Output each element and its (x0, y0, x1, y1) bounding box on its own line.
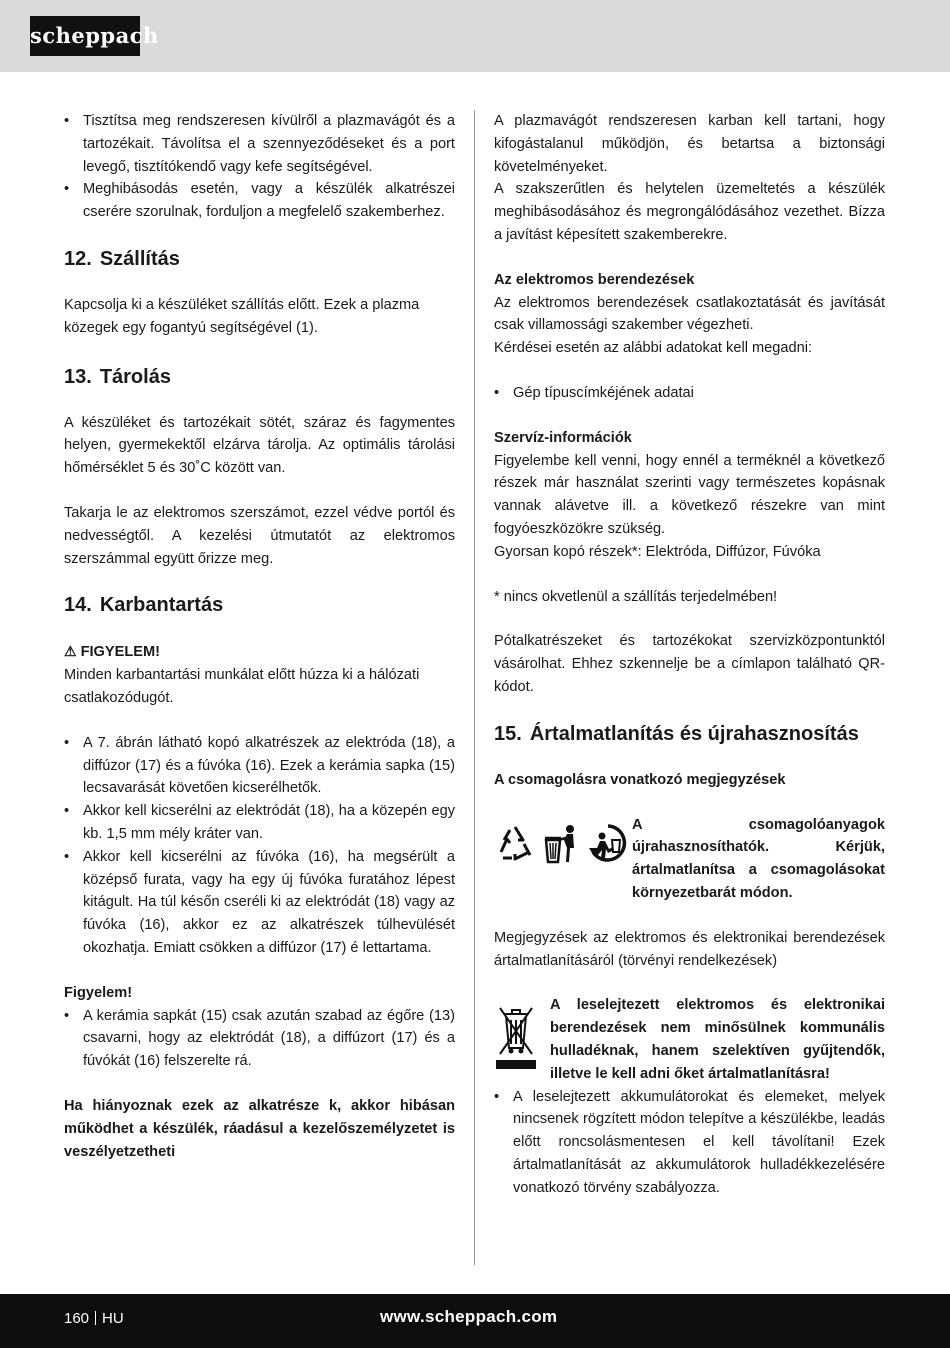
final-warning-text: Ha hiányoznak ezek az alkatrésze k, akkor hibásan működhet a készülék, ráadásul a kezelőszemélyzetet is veszélyetzetheti (64, 1097, 455, 1160)
section-number: 14. (64, 594, 92, 617)
warning-text: Minden karbantartási munkálat előtt húzza ki a hálózati csatlakozódugót. (64, 667, 420, 706)
weee-bin-icon (494, 994, 550, 1080)
recycling-icons (494, 814, 632, 864)
maintenance-bullet-list (64, 732, 455, 960)
service-text: Figyelembe kell venni, hogy ennél a terméknél a következő részek már használat szerinti vagy természetes kopásnak vannak alávetve ill. a következő részekre van mint fogyóeszközökre szükség. (494, 452, 885, 537)
recycle-person-icon (586, 822, 630, 864)
footnote-text: * nincs okvetlenül a szállítás terjedelmében! (494, 588, 778, 605)
scheppach-logo: scheppach (30, 16, 140, 56)
wear-parts-text: Gyorsan kopó részek*: Elektróda, Diffúzor, Fúvóka (494, 543, 821, 560)
repair-text: A szakszerűtlen és helytelen üzemeltetés a készülék meghibásodásához és megrongálódásához vezethet. Bízza a javítást képesített szakemberekre. (494, 181, 885, 243)
warning-heading (64, 640, 455, 664)
transport-text: Kapcsolja ki a készüléket szállítás előtt. Ezek a plazma közegek egy fogantyú segítségével (1). (64, 296, 420, 336)
language-code: HU (102, 1310, 124, 1327)
warning-triangle-icon: ⚠ (64, 643, 77, 660)
note-label: Figyelem! (64, 984, 133, 1001)
section-title: Szállítás (99, 247, 180, 270)
footer-separator (95, 1311, 96, 1325)
recycle-icon (494, 822, 536, 864)
column-divider (474, 110, 475, 1265)
electric-question-text: Kérdései esetén az alábbi adatokat kell megadni: (494, 340, 813, 357)
list-item: • Akkor kell kicserélni az fúvóka (16), ha megsérült a középső furata, vagy ha egy új fúvóka furatához lépest kitágult. Ha túl későn cseréli ki az elektródát (18) vagy az fúvóka (16), akkor ez az alkatrészek túlhevülését okozhatja. Emiatt csökken a diffúzor (17) é lettartama. (64, 846, 455, 960)
weee-text: A leselejtezett elektromos és elektronikai berendezések nem minősülnek kommunális hulladéknak, hanem szelektíven gyűjtendők, illetve le kell adni őket ártalmatlanításra! (550, 997, 885, 1082)
section-heading-15 (494, 721, 885, 747)
weee-intro-text: Megjegyzések az elektromos és elektronikai berendezések ártalmatlanításáról (törvényi rendelkezések) (494, 929, 885, 969)
packaging-text: A csomagolóanyagok újrahasznosíthatók. Kérjük, ártalmatlanítsa a csomagolásokat környezetbarát módon. (632, 816, 885, 901)
list-item: • Akkor kell kicserélni az elektródát (18), ha a közepén egy kb. 1,5 mm mély kráter van. (64, 800, 455, 846)
electric-text: Az elektromos berendezések csatlakoztatását és javítását csak villamossági szakember végezheti. (494, 294, 885, 334)
section-heading-12 (64, 246, 455, 272)
note-bullet-list (64, 1005, 455, 1073)
website-link[interactable]: www.scheppach.com (380, 1307, 558, 1326)
spare-parts-text: Pótalkatrészeket és tartozékokat szervizközpontunktól vásárolhat. Ehhez szkennelje be a címlapon található QR-kódot. (494, 633, 885, 695)
electric-bullet-list (494, 382, 885, 405)
section-number: 15. (494, 722, 522, 745)
service-subheading: Szervíz-információk (494, 429, 632, 446)
warning-label: FIGYELEM! (80, 644, 161, 661)
page-header (0, 0, 950, 72)
section-title: Tárolás (99, 365, 171, 388)
storage-text-2: Takarja le az elektromos szerszámot, ezzel védve portól és nedvességtől. A kezelési útmutatót az elektromos szerszámmal együtt őrizze meg. (64, 504, 455, 567)
list-item: • Tisztítsa meg rendszeresen kívülről a plazmavágót és a tartozékait. Távolítsa el a szennyeződéseket és a port levegő, tisztítókendő vagy kefe segítségével. (64, 110, 455, 178)
electric-subheading: Az elektromos berendezések (494, 271, 695, 288)
section-title: Karbantartás (99, 594, 224, 617)
intro-bullet-list (64, 110, 455, 224)
left-column (64, 110, 455, 1163)
page-number (64, 1310, 124, 1327)
section-number: 12. (64, 247, 92, 270)
right-column (494, 110, 885, 1199)
packaging-subheading: A csomagolásra vonatkozó megjegyzések (494, 771, 786, 788)
page-footer (0, 1294, 950, 1348)
battery-bullet-list (494, 1086, 885, 1200)
list-item: • A 7. ábrán látható kopó alkatrészek az elektróda (18), a diffúzor (17) és a fúvóka (16). Ezek a kerámia sapka (15) lecsavarását követően kicserélhetők. (64, 732, 455, 800)
section-heading-13 (64, 364, 455, 390)
weee-notice (494, 994, 885, 1085)
section-heading-14 (64, 592, 455, 618)
section-number: 13. (64, 365, 92, 388)
section-title: Ártalmatlanítás és újrahasznosítás (529, 722, 859, 745)
storage-text-1: A készüléket és tartozékait sötét, száraz és fagymentes helyen, gyermekektől elzárva tárolja. Az optimális tárolási hőmérséklet 5 és 30˚C között van. (64, 414, 455, 477)
page-number-value: 160 (64, 1310, 90, 1327)
list-item: • Gép típuscímkéjének adatai (494, 382, 885, 405)
list-item: • Meghibásodás esetén, vagy a készülék alkatrészei cserére szorulnak, forduljon a megfelelő szakemberhez. (64, 178, 455, 224)
trash-bin-person-icon (540, 822, 582, 864)
list-item: • A leselejtezett akkumulátorokat és elemeket, melyek nincsenek rögzített módon telepítve a készülékbe, leadás előtt roncsolásmentesen el kell távolítani! Ezek ártalmatlanítását az akkumulátorok hulladékkezelésére vonatkozó törvény szabályozza. (494, 1086, 885, 1200)
list-item: • A kerámia sapkát (15) csak azután szabad az égőre (13) csavarni, hogy az elektródát (18), a diffúzort (17) és a fúvókát (16) felszerelte rá. (64, 1005, 455, 1073)
maintenance-intro-text: A plazmavágót rendszeresen karban kell tartani, hogy kifogástalanul működjön, és betartsa a biztonsági követelményeket. (494, 113, 885, 175)
packaging-notice (494, 814, 885, 905)
